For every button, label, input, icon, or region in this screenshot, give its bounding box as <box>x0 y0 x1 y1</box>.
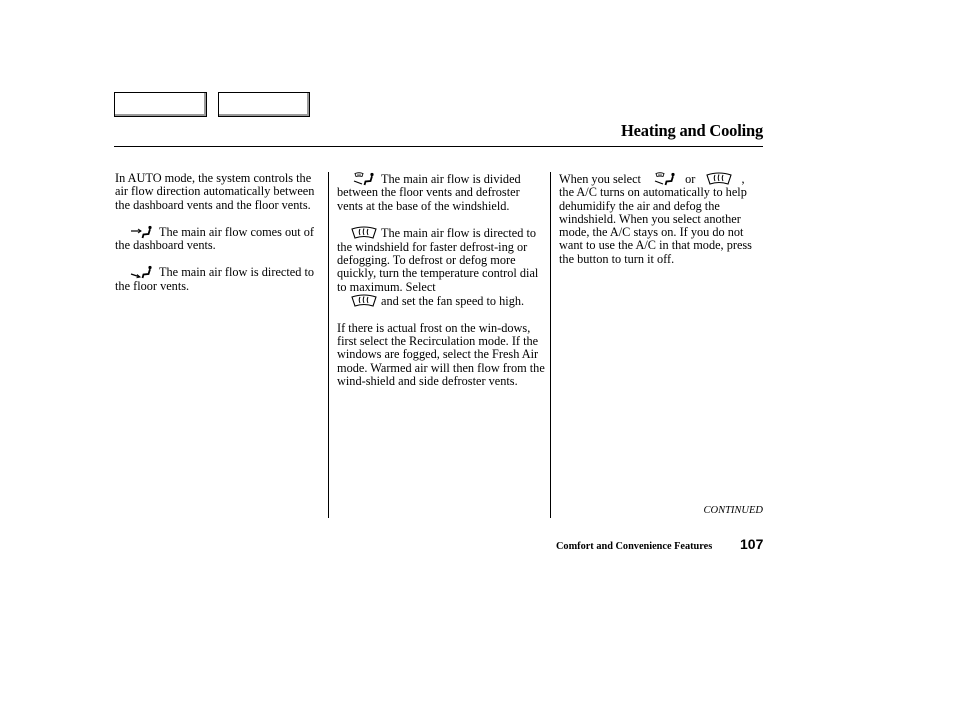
title-divider <box>114 146 763 147</box>
dashboard-vent-paragraph: The main air flow comes out of the dashboard vents. <box>115 224 315 253</box>
floor-defrost-paragraph: The main air flow is divided between the floor vents and defroster vents at the base of the windshield. <box>337 172 521 213</box>
dashboard-vent-mode-icon <box>129 225 155 239</box>
floor-vent-mode-icon <box>129 265 155 279</box>
floor-defrost-mode-icon <box>351 172 377 186</box>
frost-paragraph: If there is actual frost on the win-dows, first select the Recirculation mode. If the windows are fogged, select the Fresh Air mode. Warmed air will then flow from the wind-shield and side defroster vents. <box>337 320 545 388</box>
floor-vent-paragraph: The main air flow is directed to the floor vents. <box>115 265 315 293</box>
ac-paragraph: When you select or , the A/C turns on automatically to help dehumidify the air and defog the windshield. When you select another mode, the A/C stays on. If you do not want to use the A/C in that mode, press the button to turn it off. <box>559 172 752 266</box>
auto-mode-paragraph: In AUTO mode, the system controls the air flow direction automatically between the dashboard vents and the floor vents. <box>115 171 315 212</box>
page-number: 107 <box>740 536 764 552</box>
column-3 <box>559 172 764 266</box>
defrost-mode-icon <box>351 294 377 308</box>
previous-page-button[interactable] <box>114 92 207 117</box>
column-1 <box>115 172 321 293</box>
continued-label: CONTINUED <box>703 505 763 516</box>
column-divider-1 <box>328 172 329 518</box>
defrost-mode-icon <box>706 172 732 186</box>
floor-defrost-mode-icon <box>652 172 678 186</box>
page-title: Heating and Cooling <box>621 121 763 140</box>
defrost-paragraph: The main air flow is directed to the windshield for faster defrost-ing or defogging. To defrost or defog more quickly, turn the temperature control dial to maximum. Select and set the fan speed to high. <box>337 226 539 308</box>
defrost-mode-icon <box>351 226 377 240</box>
column-divider-2 <box>550 172 551 518</box>
column-2 <box>337 172 545 388</box>
next-page-button[interactable] <box>218 92 310 117</box>
footer-section-title: Comfort and Convenience Features <box>556 541 713 552</box>
